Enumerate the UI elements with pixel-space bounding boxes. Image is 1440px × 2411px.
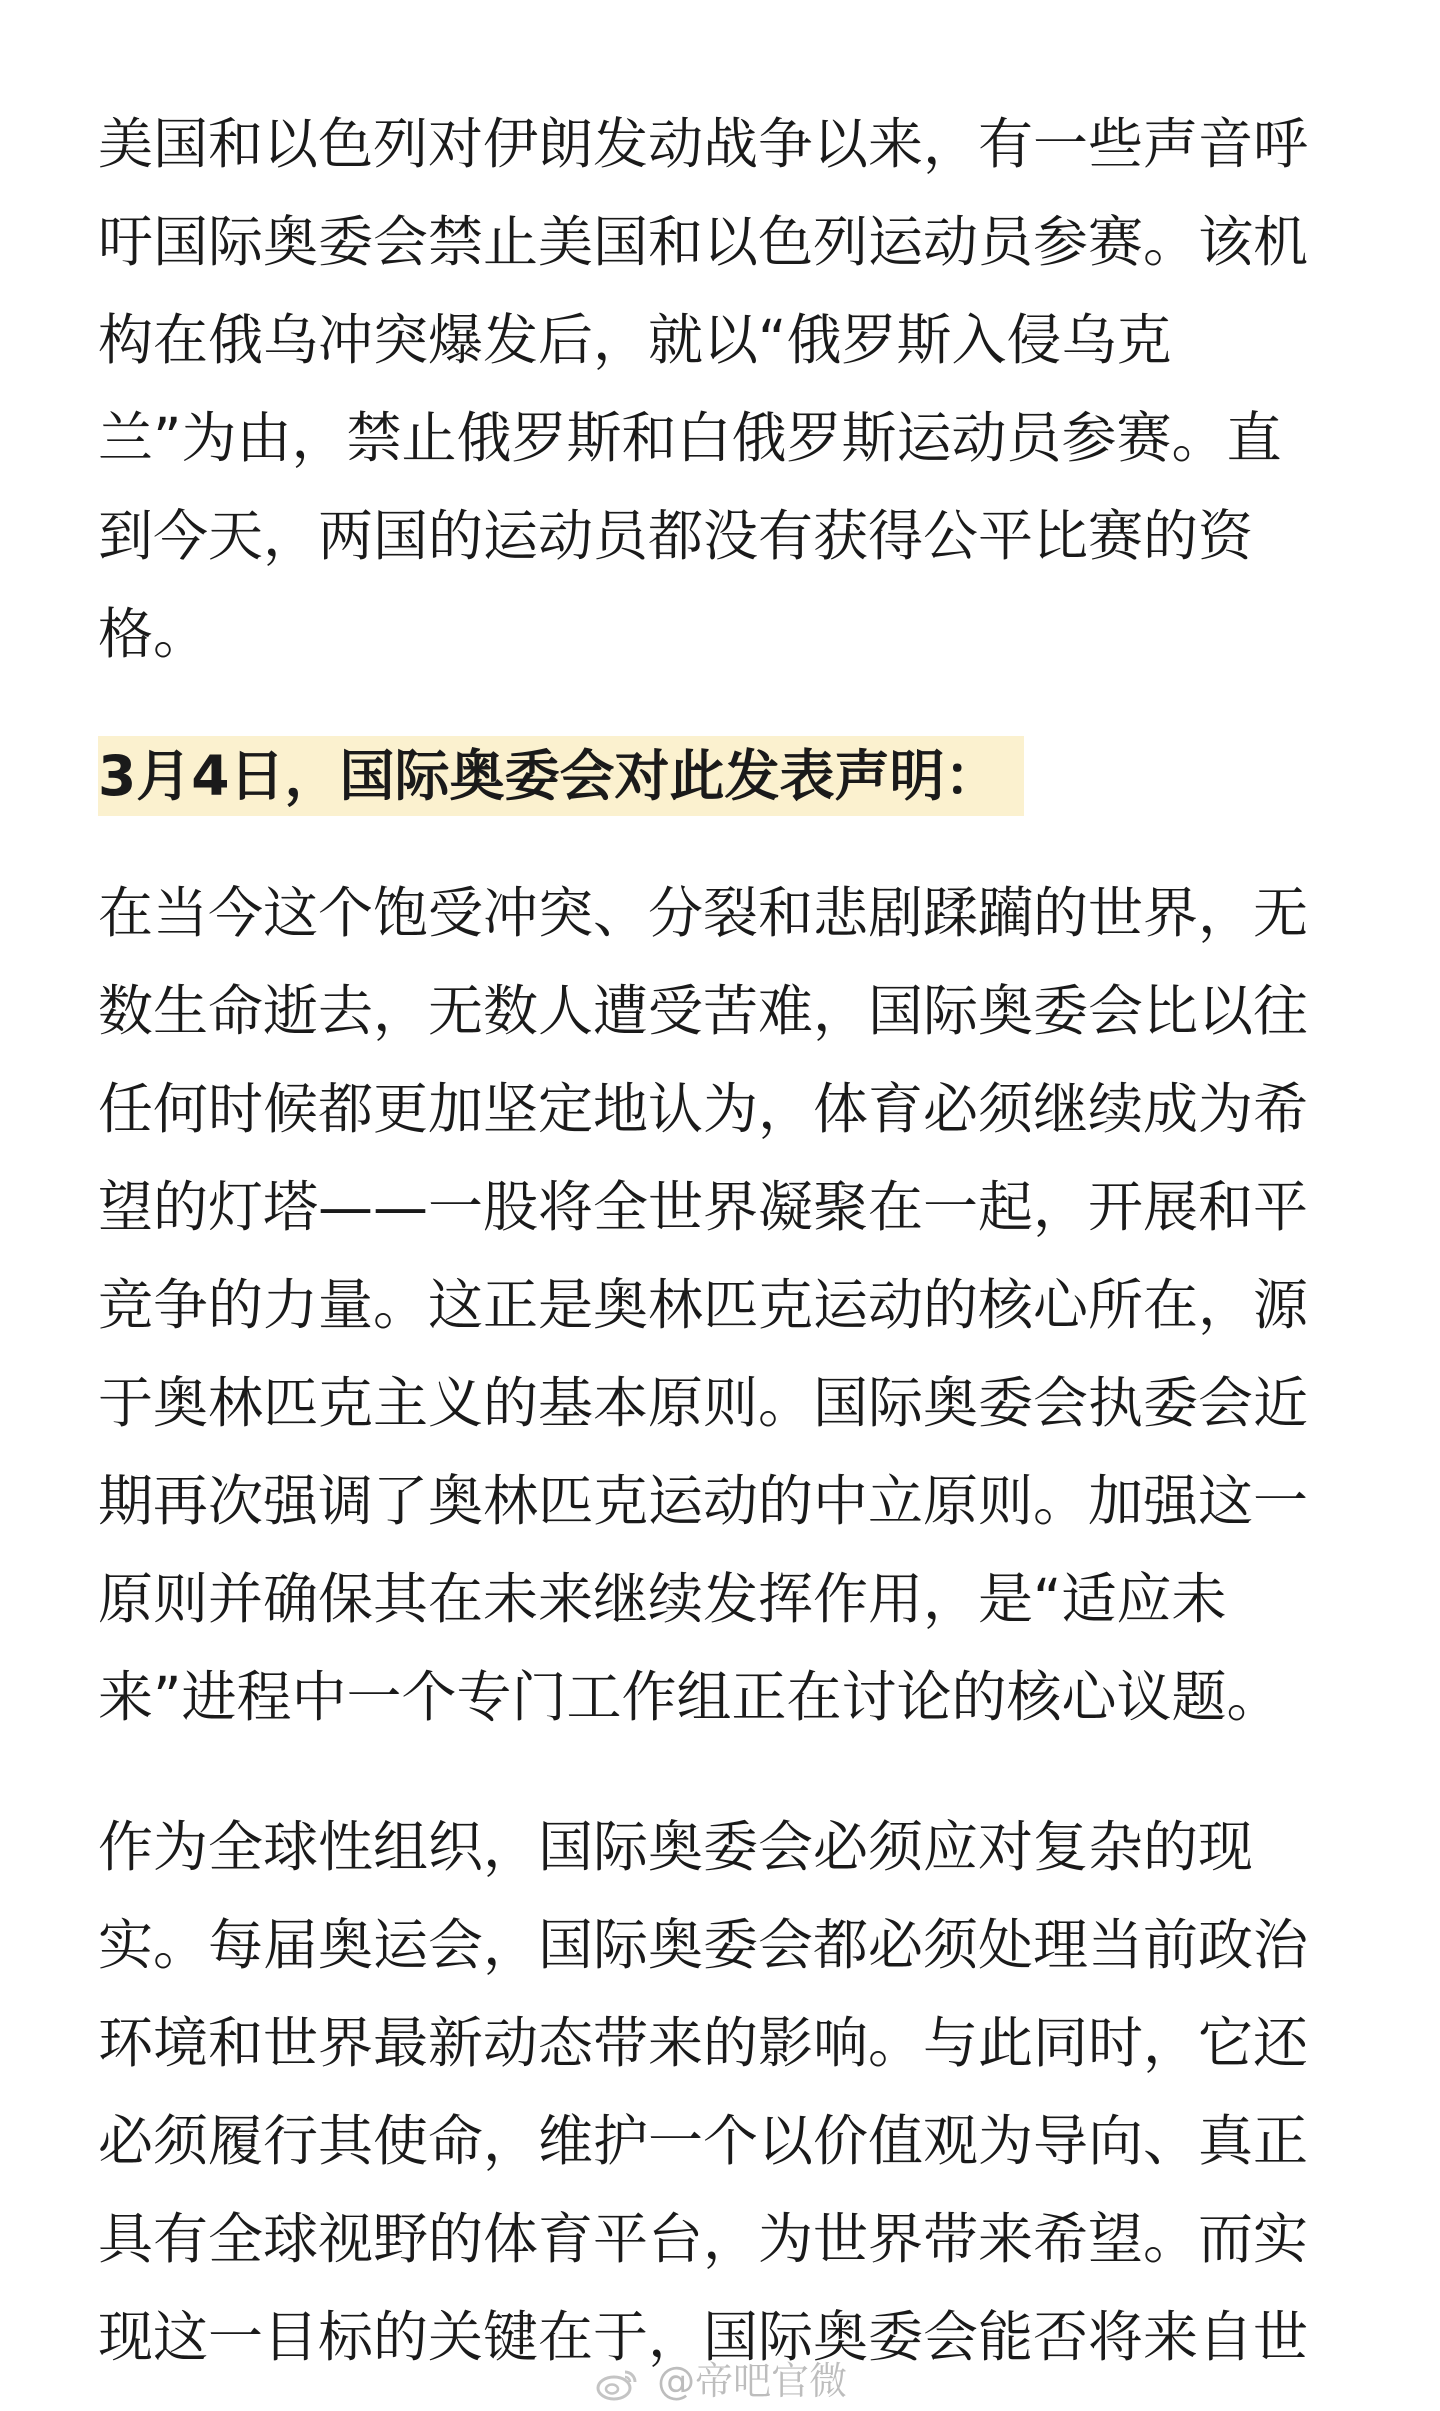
paragraph-2 bbox=[98, 864, 1358, 1746]
text-line: 环境和世界最新动态带来的影响。与此同时，它还 bbox=[98, 2011, 1309, 2075]
text-line: 格。 bbox=[98, 602, 209, 666]
weibo-icon bbox=[595, 2366, 639, 2402]
text-line: 原则并确保其在未来继续发挥作用，是“适应未 bbox=[98, 1567, 1227, 1631]
text-line: 实。每届奥运会，国际奥委会都必须处理当前政治 bbox=[98, 1913, 1309, 1977]
text-line: 具有全球视野的体育平台，为世界带来希望。而实 bbox=[98, 2207, 1309, 2271]
text-line: 兰”为由，禁止俄罗斯和白俄罗斯运动员参赛。直 bbox=[98, 406, 1282, 470]
highlight-heading-row bbox=[98, 736, 1358, 816]
text-line: 竞争的力量。这正是奥林匹克运动的核心所在，源 bbox=[98, 1273, 1309, 1337]
text-line: 美国和以色列对伊朗发动战争以来，有一些声音呼 bbox=[98, 112, 1309, 176]
text-line: 必须履行其使命，维护一个以价值观为导向、真正 bbox=[98, 2109, 1309, 2173]
article-body bbox=[98, 95, 1358, 2386]
text-line: 期再次强调了奥林匹克运动的中立原则。加强这一 bbox=[98, 1469, 1309, 1533]
highlight-heading: 3月4日，国际奥委会对此发表声明： bbox=[98, 736, 1024, 816]
text-line: 吁国际奥委会禁止美国和以色列运动员参赛。该机 bbox=[98, 210, 1309, 274]
text-line: 任何时候都更加坚定地认为，体育必须继续成为希 bbox=[98, 1077, 1309, 1141]
text-line: 望的灯塔——一股将全世界凝聚在一起，开展和平 bbox=[98, 1175, 1309, 1239]
text-line: 构在俄乌冲突爆发后，就以“俄罗斯入侵乌克 bbox=[98, 308, 1172, 372]
watermark-text: @帝吧官微 bbox=[657, 2359, 848, 2403]
text-line: 到今天，两国的运动员都没有获得公平比赛的资 bbox=[98, 504, 1254, 568]
text-line: 作为全球性组织，国际奥委会必须应对复杂的现 bbox=[98, 1815, 1254, 1879]
text-line: 在当今这个饱受冲突、分裂和悲剧蹂躏的世界，无 bbox=[98, 881, 1309, 945]
paragraph-3 bbox=[98, 1798, 1358, 2386]
text-line: 来”进程中一个专门工作组正在讨论的核心议题。 bbox=[98, 1665, 1282, 1729]
paragraph-1 bbox=[98, 95, 1358, 683]
watermark bbox=[595, 2350, 847, 2405]
text-line: 于奥林匹克主义的基本原则。国际奥委会执委会近 bbox=[98, 1371, 1309, 1435]
text-line: 数生命逝去，无数人遭受苦难，国际奥委会比以往 bbox=[98, 979, 1309, 1043]
text-line: 现这一目标的关键在于，国际奥委会能否将来自世 bbox=[98, 2305, 1309, 2369]
